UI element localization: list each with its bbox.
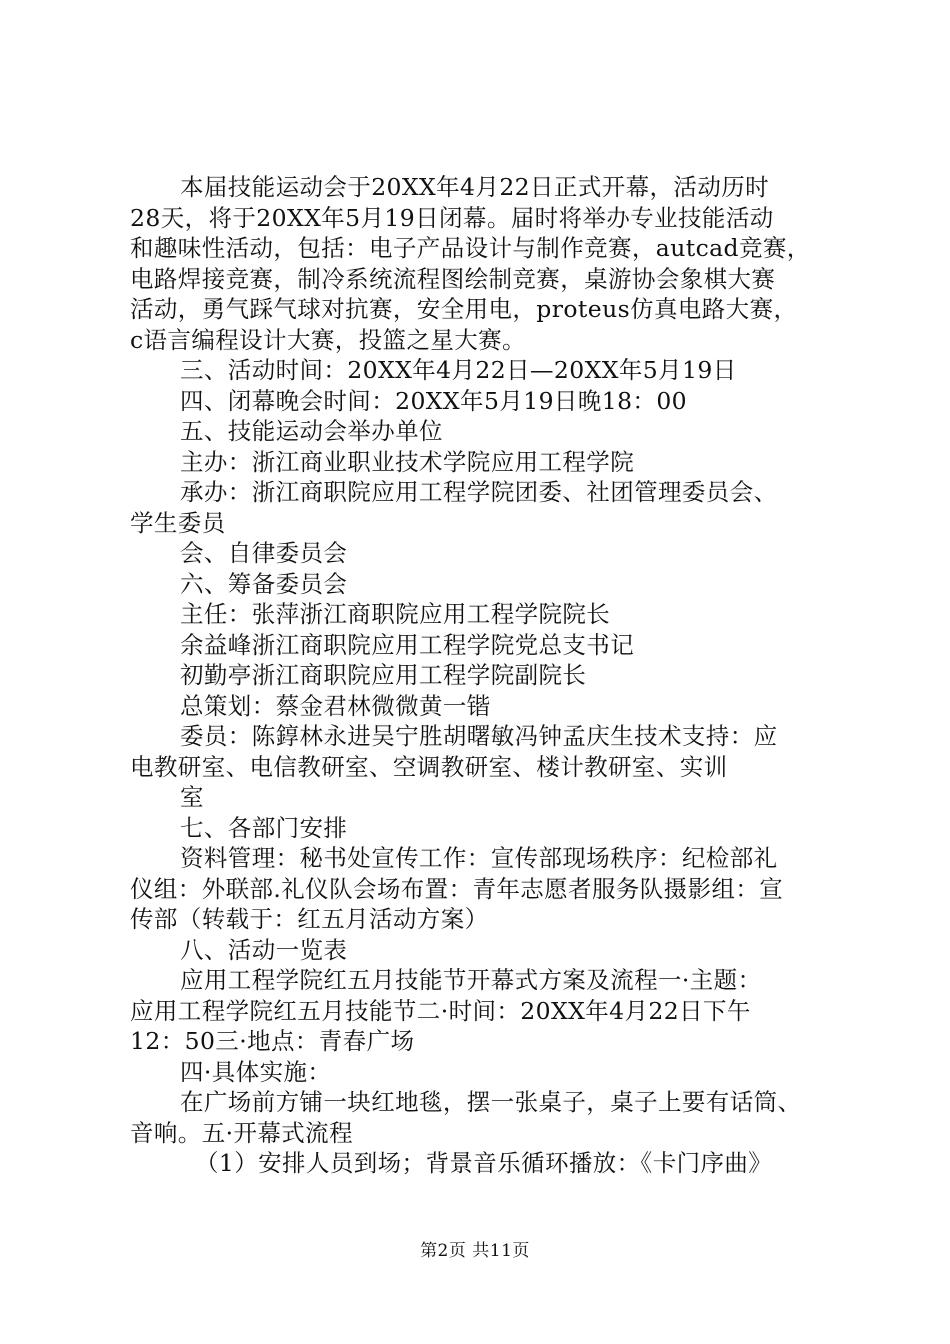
section-heading: 八、活动一览表 <box>180 935 348 964</box>
text-line: 主办：浙江商业职业技术学院应用工程学院 <box>180 447 635 476</box>
section-heading: 五、技能运动会举办单位 <box>180 417 443 445</box>
text-line: 会、自律委员会 <box>180 539 348 567</box>
section-heading: 七、各部门安排 <box>180 813 348 842</box>
text-line: 主任：张萍浙江商职院应用工程学院院长 <box>180 600 611 628</box>
text-line: 本届技能运动会于20XX年4月22日正式开幕，活动历时 <box>180 173 770 201</box>
text-line: 总策划：蔡金君林微微黄一锴 <box>180 691 491 720</box>
page-footer: 第2页 共11页 <box>420 1241 530 1261</box>
text-line: 28天，将于20XX年5月19日闭幕。届时将举办专业技能活动 <box>130 203 774 232</box>
text-line: 活动，勇气踩气球对抗赛，安全用电，proteus仿真电路大赛， <box>130 295 798 323</box>
section-heading: 六、筹备委员会 <box>180 569 348 598</box>
section-heading: 三、活动时间：20XX年4月22日—20XX年5月19日 <box>180 356 737 384</box>
text-line: 传部（转载于：红五月活动方案） <box>130 905 489 933</box>
text-line: 在广场前方铺一块红地毯，摆一张桌子，桌子上要有话筒、 <box>180 1088 802 1116</box>
text-line: 资料管理：秘书处宣传工作：宣传部现场秩序：纪检部礼 <box>180 844 778 872</box>
text-line: 12：50三·地点：青春广场 <box>130 1027 415 1055</box>
document-body <box>130 172 830 1179</box>
text-line: 仪组：外联部.礼仪队会场布置：青年志愿者服务队摄影组：宣 <box>130 874 784 903</box>
text-line: 委员：陈錞林永进吴宁胜胡曙敏冯钟孟庆生技术支持：应 <box>180 722 778 750</box>
text-line: （1）安排人员到场；背景音乐循环播放：《卡门序曲》 <box>195 1149 773 1177</box>
section-heading: 四、闭幕晚会时间：20XX年5月19日晚18：00 <box>180 386 688 415</box>
text-line: 应用工程学院红五月技能节开幕式方案及流程一·主题： <box>180 966 762 994</box>
text-line: 电路焊接竞赛，制冷系统流程图绘制竞赛，桌游协会象棋大赛 <box>130 264 776 293</box>
text-line: c语言编程设计大赛，投篮之星大赛。 <box>130 325 526 354</box>
text-line: 余益峰浙江商职院应用工程学院党总支书记 <box>180 630 635 659</box>
text-line: 初勤亭浙江商职院应用工程学院副院长 <box>180 661 587 689</box>
text-line: 应用工程学院红五月技能节二·时间：20XX年4月22日下午 <box>130 996 751 1025</box>
text-line: 学生委员 <box>130 508 226 537</box>
text-line: 室 <box>180 783 204 811</box>
text-line: 音响。五·开幕式流程 <box>130 1118 353 1147</box>
text-line: 和趣味性活动，包括：电子产品设计与制作竞赛，autcad竞赛， <box>130 234 811 262</box>
text-line: 电教研室、电信教研室、空调教研室、楼计教研室、实训 <box>130 752 728 781</box>
text-line: 四·具体实施： <box>180 1057 332 1086</box>
text-line: 承办：浙江商职院应用工程学院团委、社团管理委员会、 <box>180 478 778 506</box>
